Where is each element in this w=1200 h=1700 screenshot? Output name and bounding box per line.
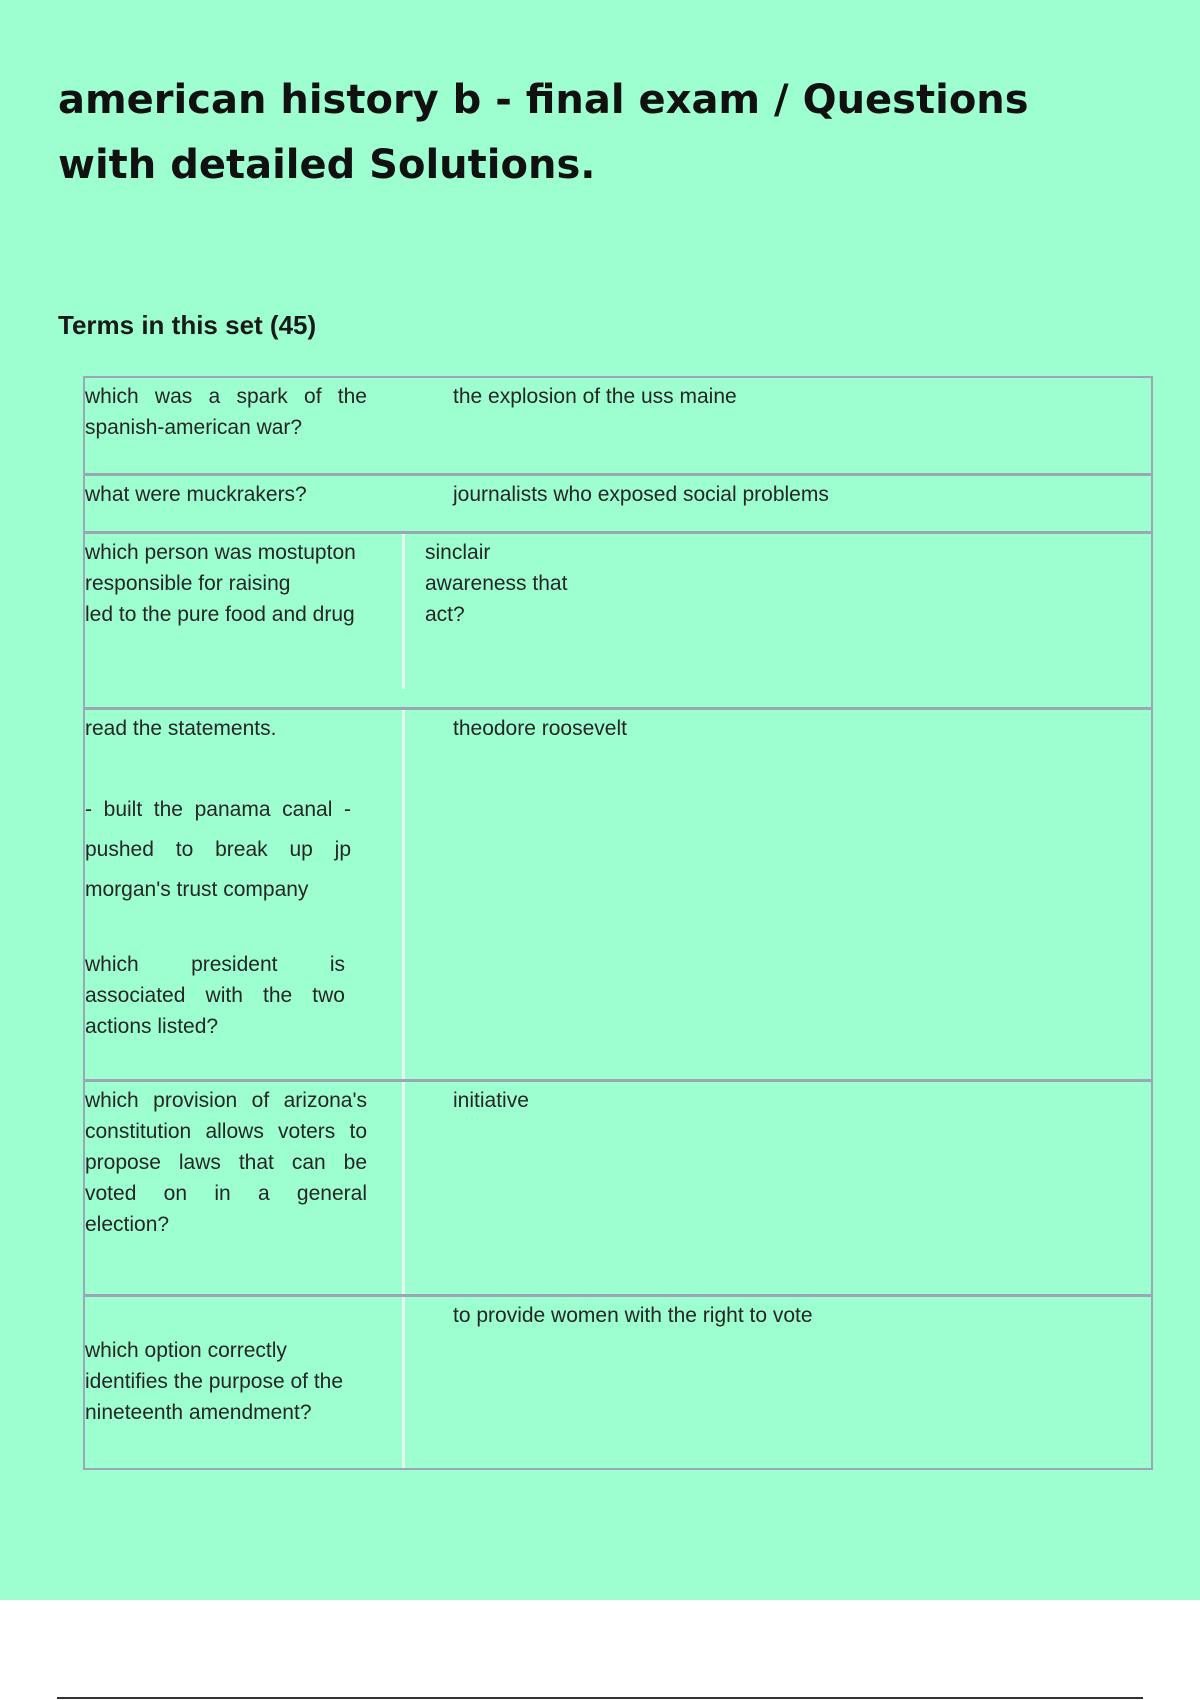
card-term-intro: read the statements. (85, 717, 277, 740)
card-definition: initiative (453, 1089, 529, 1112)
term-card (83, 376, 1153, 475)
term-card (83, 474, 1153, 533)
card-term (85, 1335, 385, 1428)
card-term (85, 537, 385, 630)
term-line: responsible for raising (85, 572, 291, 595)
definition-line: sinclair (425, 541, 491, 564)
card-term: which provision of arizona's constitution allows voters to propose laws that can be voted on in a general election? (85, 1089, 367, 1236)
column-divider (402, 710, 405, 1079)
card-definition: journalists who exposed social problems (453, 483, 829, 506)
card-definition: to provide women with the right to vote (453, 1304, 813, 1327)
column-divider (402, 1297, 405, 1468)
term-line: which option correctly (85, 1339, 287, 1362)
card-term: what were muckrakers? (85, 483, 307, 506)
column-divider (402, 534, 405, 689)
term-card (83, 708, 1153, 1081)
term-card (83, 1080, 1153, 1296)
terms-count-heading: Terms in this set (45) (58, 310, 317, 340)
column-divider (402, 1082, 405, 1294)
definition-line: awareness that (425, 572, 568, 595)
definition-line: act? (425, 603, 465, 626)
card-term-question: which president is associated with the two actions listed? (85, 953, 345, 1038)
term-line: which person was mostupton (85, 541, 356, 564)
term-card (83, 532, 1153, 709)
card-term: which was a spark of the spanish-american war? (85, 385, 367, 439)
card-term-actions: - built the panama canal - pushed to break up jp morgan's trust company (85, 798, 351, 901)
term-line: led to the pure food and drug (85, 603, 355, 626)
footer-divider (57, 1697, 1143, 1699)
card-definition (425, 537, 1025, 630)
card-definition: theodore roosevelt (453, 717, 627, 740)
term-line: identifies the purpose of the (85, 1370, 344, 1393)
card-definition: the explosion of the uss maine (453, 385, 737, 408)
page-title: american history b - final exam / Questions with detailed Solutions. (58, 77, 1029, 188)
term-card (83, 1295, 1153, 1470)
term-line: nineteenth amendment? (85, 1401, 312, 1424)
